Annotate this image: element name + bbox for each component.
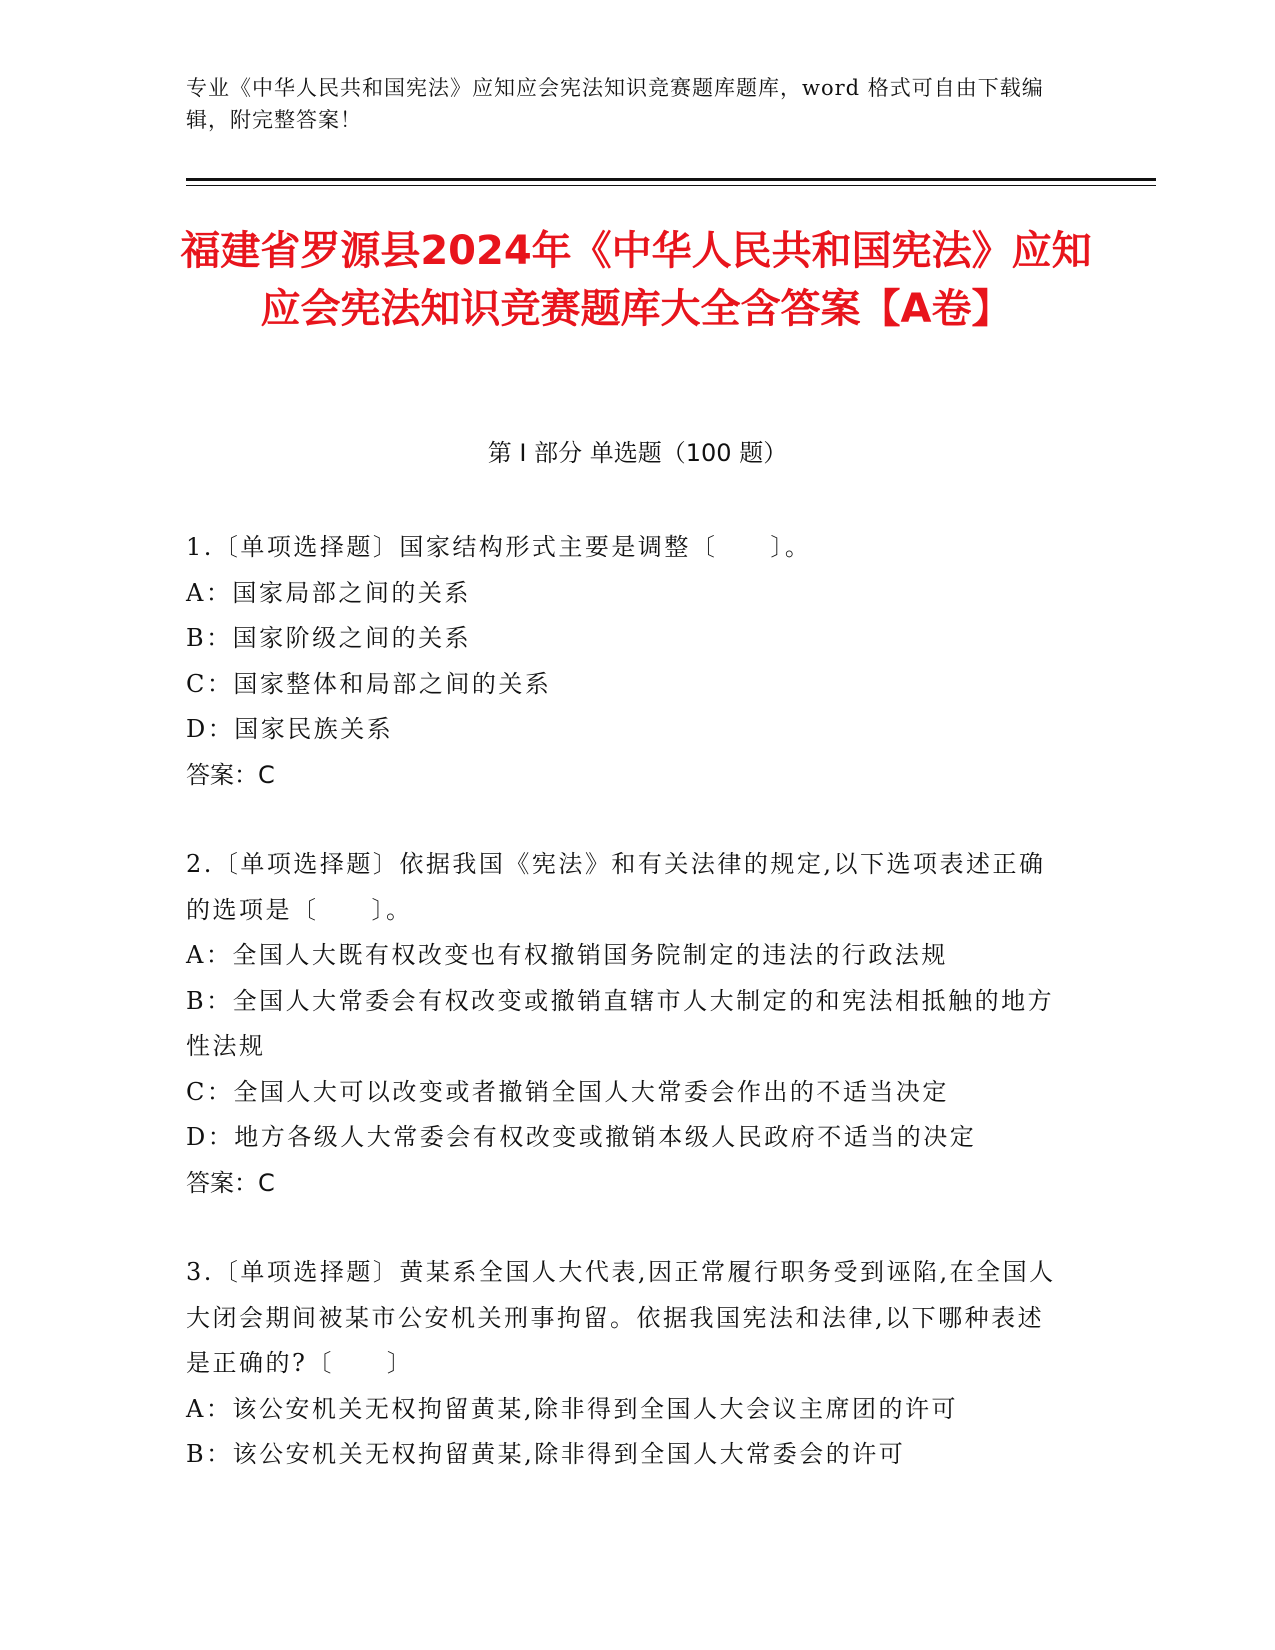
option-b: B：该公安机关无权拘留黄某,除非得到全国人大常委会的许可 — [186, 1440, 906, 1468]
option-a: A：全国人大既有权改变也有权撤销国务院制定的违法的行政法规 — [186, 941, 948, 969]
document-title: 福建省罗源县2024年《中华人民共和国宪法》应知应会宪法知识竞赛题库大全含答案【A卷】 — [180, 228, 1092, 332]
header-note: 专业《中华人民共和国宪法》应知应会宪法知识竞赛题库题库，word 格式可自由下载编辑，附完整答案！ — [186, 76, 1044, 132]
option-d: D：地方各级人大常委会有权改变或撤销本级人民政府不适当的决定 — [186, 1123, 977, 1151]
question-3 — [186, 1250, 1066, 1478]
option-d: D：国家民族关系 — [186, 715, 394, 743]
option-a: A：国家局部之间的关系 — [186, 578, 471, 607]
question-stem: 1.〔单项选择题〕国家结构形式主要是调整〔 〕。 — [186, 533, 812, 561]
option-b: B：国家阶级之间的关系 — [186, 624, 472, 652]
question-2 — [186, 842, 1066, 1250]
question-stem: 2.〔单项选择题〕依据我国《宪法》和有关法律的规定,以下选项表述正确的选项是〔 〕。 — [186, 850, 1046, 924]
answer: 答案：C — [186, 760, 275, 789]
question-stem: 3.〔单项选择题〕黄某系全国人大代表,因正常履行职务受到诬陷,在全国人大闭会期间被某市公安机关刑事拘留。依据我国宪法和法律,以下哪种表述是正确的?〔 〕 — [186, 1258, 1056, 1377]
option-c: C：国家整体和局部之间的关系 — [186, 669, 552, 698]
header-rule-thick — [186, 178, 1156, 181]
question-list — [186, 525, 1066, 1478]
header-rule-thin — [186, 185, 1156, 186]
question-spacer — [186, 1206, 1066, 1250]
option-c: C：全国人大可以改变或者撤销全国人大常委会作出的不适当决定 — [186, 1077, 949, 1106]
section-title: 第 I 部分 单选题（100 题） — [487, 439, 788, 467]
option-b: B：全国人大常委会有权改变或撤销直辖市人大制定的和宪法相抵触的地方性法规 — [186, 986, 1055, 1060]
option-a: A：该公安机关无权拘留黄某,除非得到全国人大会议主席团的许可 — [186, 1394, 958, 1423]
question-1 — [186, 525, 1066, 842]
answer: 答案：C — [186, 1168, 275, 1197]
question-spacer — [186, 798, 1066, 842]
